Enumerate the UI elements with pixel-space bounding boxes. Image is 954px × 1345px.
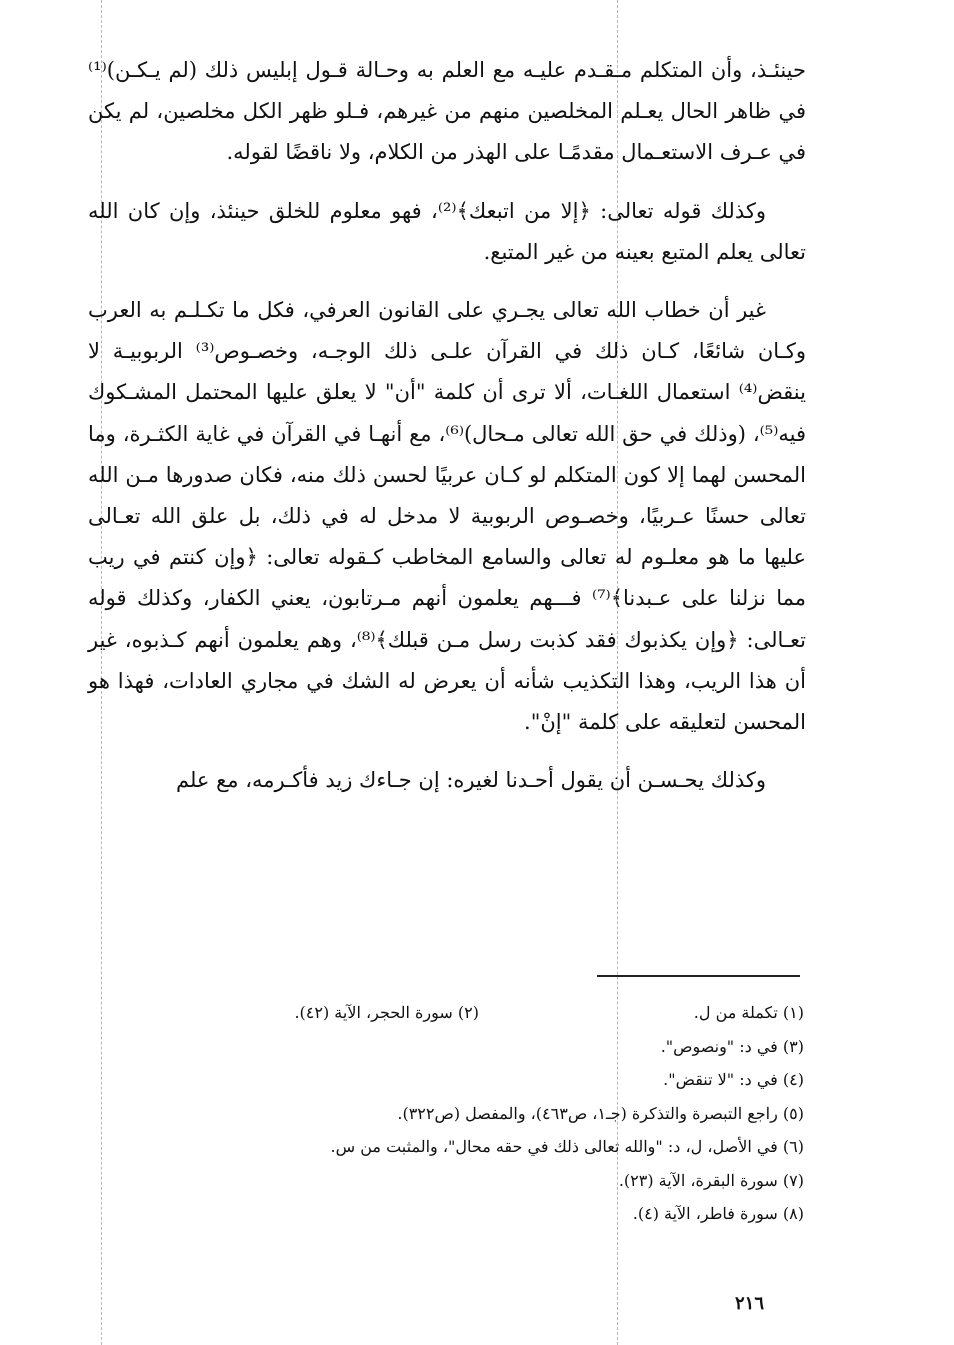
paragraph: وكذلك يحـسـن أن يقول أحـدنا لغيره: إن جـاءك زيد فأكـرمه، مع علم <box>175 768 766 793</box>
footnotes <box>164 996 804 1231</box>
footnote-row <box>164 1097 804 1131</box>
footnote-row <box>164 1030 804 1064</box>
footnote: (١) تكملة من ل. <box>693 1003 804 1022</box>
footnote-separator <box>597 975 800 977</box>
footnote-row <box>164 1130 804 1164</box>
paragraph: وكذلك قوله تعالى: ﴿إلا من اتبعك﴾⁽²⁾، فهو معلوم للخلق حينئذ، وإن كان الله تعالى يعلم المتبع بعينه من غير المتبع. <box>88 198 806 264</box>
footnote: (٥) راجع التبصرة والتذكرة (جـ١، ص٤٦٣)، والمفصل (ص٣٢٢). <box>397 1103 804 1123</box>
page-number: ٢١٦ <box>735 1293 765 1314</box>
paragraph: غير أن خطاب الله تعالى يجـري على القانون العرفي، فكل ما تكـلـم به العرب وكـان شائعًا، كـان ذلك في القرآن علـى ذلك الوجـه، وخصـوص⁽³⁾ الربوبيـة لا ينقض⁽⁴⁾ استعمال اللغـات، ألا ترى أن كلمة "أن" لا يعلق عليها المحتمل المشـكوك فيه⁽⁵⁾، (وذلك في حق الله تعالى مـحال)⁽⁶⁾، مع أنهـا في القرآن في غاية الكثـرة، وما المحسن لهما إلا كون المتكلم لو كـان عربيًا لحسن ذلك منه، فكان صدورها مـن الله تعالى حسنًا عـربيًا، وخصـوص الربوبية لا مدخل له في ذلك، بل علق الله تعـالى عليها ما هو معلـوم له تعالى والسامع المخاطب كـقوله تعالى: ﴿وإن كنتم في ريب مما نزلنا على عـبدنا﴾⁽⁷⁾ فـــهم يعلمون أنهم مـرتابون، يعني الكفار، وكذلك قوله تعـالى: ﴿وإن يكذبوك فقد كذبت رسل مـن قبلك﴾⁽⁸⁾، وهم يعلمون أنهم كـذبوه، غير أن هذا الريب، وهذا التكذيب شأنه أن يعرض له الشك في مجاري العادات، فهذا هو المحسن لتعليقه على كلمة "إنْ". <box>88 298 807 735</box>
footnote-row <box>164 1197 804 1231</box>
main-text <box>88 50 806 801</box>
footnote: (٤) في د: "لا تنقض". <box>663 1070 804 1089</box>
footnote-row <box>164 1063 804 1097</box>
footnote: (٧) سورة البقرة، الآية (٢٣). <box>618 1170 804 1190</box>
footnote: (٣) في د: "ونصوص". <box>660 1036 804 1056</box>
footnote-row <box>164 996 804 1030</box>
footnote-row <box>164 1164 804 1198</box>
paragraph: حينئـذ، وأن المتكلم مـقـدم عليـه مع العلم به وحـالة قـول إبليس ذلك (لم يـكـن)⁽¹⁾ في ظاهر الحال يعـلم المخلصين منهم من غيرهم، فـلو ظهر الكل مخلصين، لم يكن في عـرف الاستعـمال مقدمًـا على الهذر من الكلام، ولا ناقضًا لقوله. <box>88 58 806 165</box>
footnote: (٨) سورة فاطر، الآية (٤). <box>632 1204 804 1223</box>
footnote: (٦) في الأصل، ل، د: "والله تعالى ذلك في حقه محال"، والمثبت من س. <box>330 1137 804 1156</box>
footnote: (٢) سورة الحجر، الآية (٤٢). <box>294 1003 479 1022</box>
